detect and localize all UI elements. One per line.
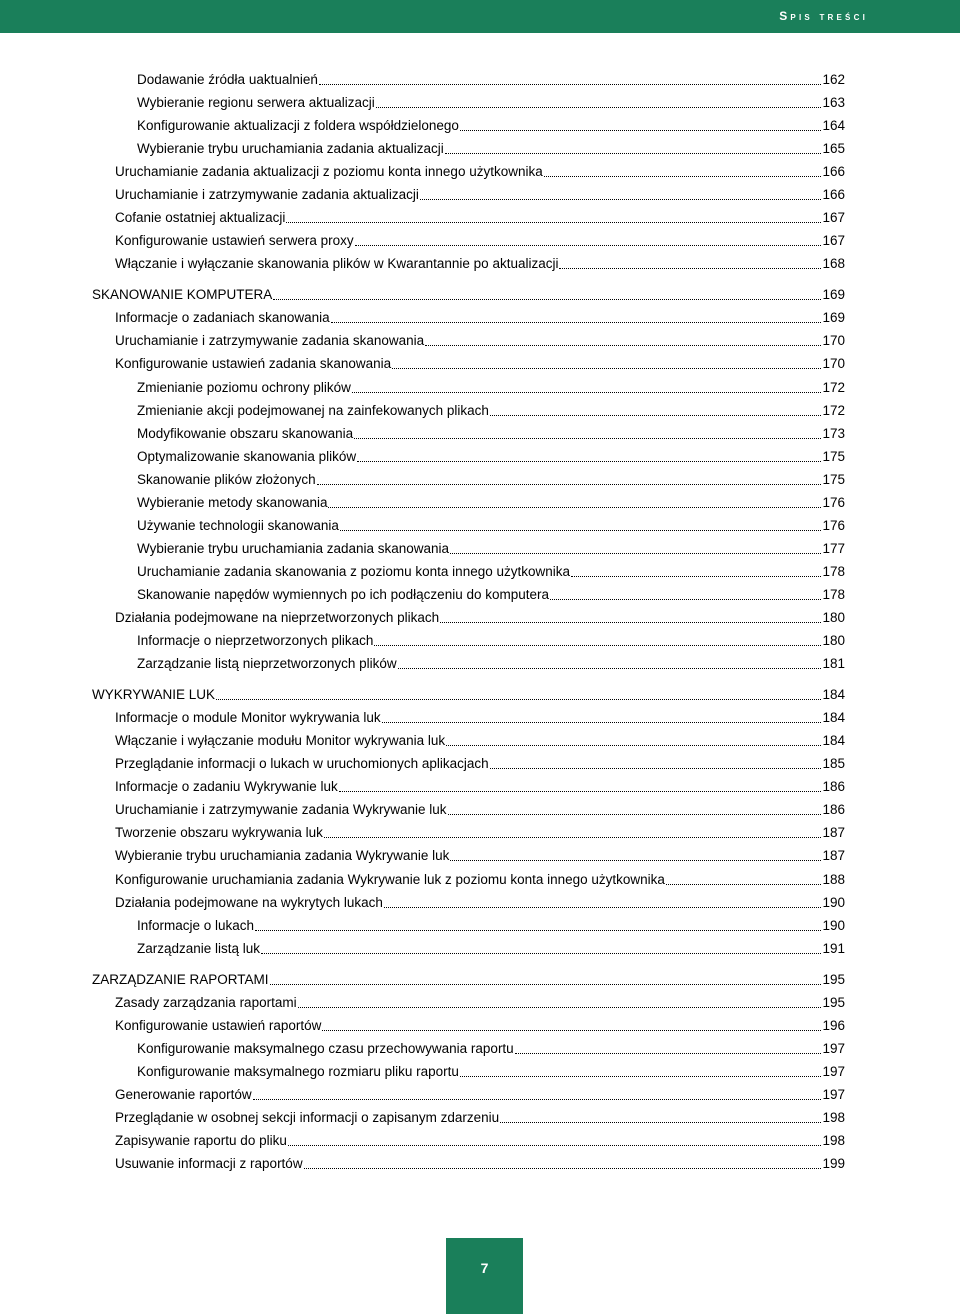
toc-entry-title: Uruchamianie i zatrzymywanie zadania Wykrywanie luk xyxy=(115,802,447,817)
toc-entry-title: Zarządzanie listą nieprzetworzonych plików xyxy=(137,656,397,671)
dot-leader xyxy=(384,906,822,908)
toc-entry-page: 162 xyxy=(822,72,845,87)
toc-entry[interactable] xyxy=(115,1014,845,1034)
toc-entry[interactable] xyxy=(115,1083,845,1103)
dot-leader xyxy=(357,460,821,462)
dot-leader xyxy=(446,744,821,746)
toc-entry-title: Wybieranie trybu uruchamiania zadania Wykrywanie luk xyxy=(115,848,450,863)
toc-entry-title: Konfigurowanie ustawień zadania skanowania xyxy=(115,356,392,371)
toc-entry[interactable] xyxy=(115,706,845,726)
toc-entry[interactable] xyxy=(115,891,845,911)
toc-entry-page: 188 xyxy=(822,872,845,887)
toc-entry-title: Działania podejmowane na wykrytych lukach xyxy=(115,895,383,910)
dot-leader xyxy=(339,790,822,792)
toc-entry-title: Informacje o zadaniu Wykrywanie luk xyxy=(115,779,338,794)
toc-entry[interactable] xyxy=(115,183,845,203)
toc-entry[interactable] xyxy=(115,991,845,1011)
dot-leader xyxy=(398,667,822,669)
toc-entry-title: Dodawanie źródła uaktualnień xyxy=(137,72,318,87)
toc-entry-page: 181 xyxy=(822,656,845,671)
toc-entry-page: 177 xyxy=(822,541,845,556)
toc-entry-page: 191 xyxy=(822,941,845,956)
page-number-box xyxy=(446,1238,523,1314)
toc-entry-title: SKANOWANIE KOMPUTERA xyxy=(92,287,273,302)
toc-entry[interactable] xyxy=(115,1152,845,1172)
toc-entry-title: Zasady zarządzania raportami xyxy=(115,995,297,1010)
toc-entry[interactable] xyxy=(115,752,845,772)
toc-entry-page: 176 xyxy=(822,495,845,510)
dot-leader xyxy=(273,298,821,300)
toc-entry-title: Zmienianie akcji podejmowanej na zainfekowanych plikach xyxy=(137,403,489,418)
toc-entry[interactable] xyxy=(137,1037,845,1057)
toc-entry-title: Konfigurowanie uruchamiania zadania Wykrywanie luk z poziomu konta innego użytkownika xyxy=(115,872,665,887)
toc-entry-title: Zapisywanie raportu do pliku xyxy=(115,1133,287,1148)
toc-entry-title: Tworzenie obszaru wykrywania luk xyxy=(115,825,323,840)
toc-entry[interactable] xyxy=(115,1129,845,1149)
dot-leader xyxy=(382,721,822,723)
toc-entry-title: Zarządzanie listą luk xyxy=(137,941,261,956)
toc-entry[interactable] xyxy=(115,1106,845,1126)
dot-leader xyxy=(490,414,822,416)
toc-entry[interactable] xyxy=(115,821,845,841)
toc-entry[interactable] xyxy=(137,583,845,603)
toc-entry-page: 169 xyxy=(822,287,845,302)
toc-entry[interactable] xyxy=(115,606,845,626)
toc-entry-title: Informacje o lukach xyxy=(137,918,255,933)
toc-entry-page: 199 xyxy=(822,1156,845,1171)
toc-entry-page: 165 xyxy=(822,141,845,156)
toc-entry-title: Konfigurowanie ustawień serwera proxy xyxy=(115,233,354,248)
toc-entry-title: ZARZĄDZANIE RAPORTAMI xyxy=(92,972,269,987)
toc-entry[interactable] xyxy=(137,468,845,488)
dot-leader xyxy=(425,344,821,346)
toc-entry-title: Informacje o zadaniach skanowania xyxy=(115,310,330,325)
toc-entry-title: Konfigurowanie maksymalnego czasu przechowywania raportu xyxy=(137,1041,514,1056)
toc-entry-page: 166 xyxy=(822,187,845,202)
toc-entry[interactable] xyxy=(137,1060,845,1080)
dot-leader xyxy=(450,552,821,554)
toc-entry[interactable] xyxy=(137,399,845,419)
toc-entry-title: Konfigurowanie maksymalnego rozmiaru pliku raportu xyxy=(137,1064,459,1079)
toc-entry-page: 170 xyxy=(822,333,845,348)
toc-entry[interactable] xyxy=(115,160,845,180)
toc-entry[interactable] xyxy=(115,306,845,326)
toc-entry-page: 195 xyxy=(822,972,845,987)
toc-entry-title: Cofanie ostatniej aktualizacji xyxy=(115,210,286,225)
toc-entry-page: 196 xyxy=(822,1018,845,1033)
toc-entry-page: 172 xyxy=(822,380,845,395)
toc-entry-title: Modyfikowanie obszaru skanowania xyxy=(137,426,354,441)
toc-entry[interactable] xyxy=(92,683,845,703)
toc-entry-page: 170 xyxy=(822,356,845,371)
toc-entry[interactable] xyxy=(137,137,845,157)
toc-entry-title: Działania podejmowane na nieprzetworzonych plikach xyxy=(115,610,440,625)
toc-entry[interactable] xyxy=(92,968,845,988)
toc-entry-title: Skanowanie napędów wymiennych po ich podłączeniu do komputera xyxy=(137,587,550,602)
dot-leader xyxy=(550,598,821,600)
toc-entry-title: Konfigurowanie ustawień raportów xyxy=(115,1018,322,1033)
toc-entry[interactable] xyxy=(92,283,845,303)
toc-entry-page: 175 xyxy=(822,472,845,487)
dot-leader xyxy=(420,198,822,200)
toc-entry[interactable] xyxy=(115,206,845,226)
toc-entry[interactable] xyxy=(137,445,845,465)
dot-leader xyxy=(322,1029,821,1031)
dot-leader xyxy=(255,929,821,931)
dot-leader xyxy=(355,244,822,246)
toc-entry[interactable] xyxy=(115,229,845,249)
dot-leader xyxy=(460,129,822,131)
toc-entry-page: 169 xyxy=(822,310,845,325)
dot-leader xyxy=(354,437,821,439)
toc-entry-page: 184 xyxy=(822,710,845,725)
toc-entry-page: 167 xyxy=(822,210,845,225)
dot-leader xyxy=(304,1167,822,1169)
dot-leader xyxy=(328,506,821,508)
dot-leader xyxy=(445,152,822,154)
dot-leader xyxy=(392,367,821,369)
dot-leader xyxy=(216,698,821,700)
dot-leader xyxy=(515,1052,822,1054)
toc-entry[interactable] xyxy=(137,114,845,134)
dot-leader xyxy=(324,836,822,838)
dot-leader xyxy=(286,221,821,223)
toc-entry-page: 173 xyxy=(822,426,845,441)
dot-leader xyxy=(253,1098,822,1100)
toc-entry-title: Uruchamianie i zatrzymywanie zadania aktualizacji xyxy=(115,187,419,202)
toc-entry-page: 186 xyxy=(822,779,845,794)
toc-entry[interactable] xyxy=(137,422,845,442)
dot-leader xyxy=(331,321,822,323)
toc-entry-page: 190 xyxy=(822,918,845,933)
dot-leader xyxy=(352,391,822,393)
dot-leader xyxy=(440,621,821,623)
toc-entry-title: WYKRYWANIE LUK xyxy=(92,687,216,702)
toc-entry-title: Wybieranie trybu uruchamiania zadania skanowania xyxy=(137,541,450,556)
toc-entry-page: 195 xyxy=(822,995,845,1010)
toc-entry[interactable] xyxy=(137,560,845,580)
toc-entry-title: Optymalizowanie skanowania plików xyxy=(137,449,357,464)
toc-entry-title: Generowanie raportów xyxy=(115,1087,252,1102)
toc-entry-page: 175 xyxy=(822,449,845,464)
dot-leader xyxy=(666,883,822,885)
toc-entry-page: 197 xyxy=(822,1087,845,1102)
toc-entry-page: 186 xyxy=(822,802,845,817)
dot-leader xyxy=(298,1006,822,1008)
dot-leader xyxy=(460,1075,822,1077)
toc-entry-page: 190 xyxy=(822,895,845,910)
toc-entry-page: 178 xyxy=(822,587,845,602)
toc-entry-page: 178 xyxy=(822,564,845,579)
toc-entry-title: Przeglądanie w osobnej sekcji informacji o zapisanym zdarzeniu xyxy=(115,1110,500,1125)
dot-leader xyxy=(490,767,822,769)
toc-entry[interactable] xyxy=(115,844,845,864)
toc-entry-title: Uruchamianie zadania aktualizacji z poziomu konta innego użytkownika xyxy=(115,164,543,179)
header-bar xyxy=(0,0,960,33)
toc-entry-title: Wybieranie regionu serwera aktualizacji xyxy=(137,95,375,110)
toc-entry-page: 164 xyxy=(822,118,845,133)
dot-leader xyxy=(559,267,821,269)
toc-entry[interactable] xyxy=(137,91,845,111)
toc-entry-page: 187 xyxy=(822,825,845,840)
toc-entry-page: 184 xyxy=(822,687,845,702)
dot-leader xyxy=(319,83,822,85)
toc-entry[interactable] xyxy=(115,352,845,372)
toc-entry[interactable] xyxy=(115,329,845,349)
toc-entry-page: 197 xyxy=(822,1064,845,1079)
dot-leader xyxy=(500,1121,821,1123)
toc-entry-page: 163 xyxy=(822,95,845,110)
dot-leader xyxy=(270,983,822,985)
toc-entry[interactable] xyxy=(115,868,845,888)
toc-entry-title: Używanie technologii skanowania xyxy=(137,518,339,533)
toc-entry-page: 167 xyxy=(822,233,845,248)
toc-entry-title: Wybieranie metody skanowania xyxy=(137,495,328,510)
toc-entry-title: Informacje o nieprzetworzonych plikach xyxy=(137,633,374,648)
toc-entry-page: 180 xyxy=(822,633,845,648)
toc-entry-title: Informacje o module Monitor wykrywania luk xyxy=(115,710,381,725)
toc-entry-title: Skanowanie plików złożonych xyxy=(137,472,316,487)
page-number: 7 xyxy=(480,1260,489,1276)
dot-leader xyxy=(261,952,821,954)
toc-entry-page: 185 xyxy=(822,756,845,771)
toc-entry[interactable] xyxy=(137,652,845,672)
toc-entry-page: 168 xyxy=(822,256,845,271)
dot-leader xyxy=(288,1144,822,1146)
toc-entry-title: Włączanie i wyłączanie skanowania plików w Kwarantannie po aktualizacji xyxy=(115,256,559,271)
toc-entry-title: Uruchamianie zadania skanowania z poziomu konta innego użytkownika xyxy=(137,564,571,579)
toc-entry[interactable] xyxy=(137,376,845,396)
toc-entry[interactable] xyxy=(115,252,845,272)
dot-leader xyxy=(317,483,822,485)
dot-leader xyxy=(544,175,822,177)
toc-entry-page: 198 xyxy=(822,1110,845,1125)
toc-entry[interactable] xyxy=(115,798,845,818)
toc-entry-page: 197 xyxy=(822,1041,845,1056)
dot-leader xyxy=(448,813,822,815)
dot-leader xyxy=(374,644,821,646)
toc-entry-page: 187 xyxy=(822,848,845,863)
toc-entry-title: Wybieranie trybu uruchamiania zadania aktualizacji xyxy=(137,141,444,156)
toc-entry-page: 166 xyxy=(822,164,845,179)
toc-entry-page: 172 xyxy=(822,403,845,418)
toc-entry-page: 180 xyxy=(822,610,845,625)
toc-entry[interactable] xyxy=(137,491,845,511)
toc-entry[interactable] xyxy=(137,937,845,957)
dot-leader xyxy=(450,859,821,861)
toc-entry-title: Włączanie i wyłączanie modułu Monitor wykrywania luk xyxy=(115,733,446,748)
toc-entry[interactable] xyxy=(115,775,845,795)
dot-leader xyxy=(376,106,822,108)
toc-entry[interactable] xyxy=(137,914,845,934)
toc-entry-page: 198 xyxy=(822,1133,845,1148)
toc-entry[interactable] xyxy=(137,537,845,557)
toc-entry-title: Przeglądanie informacji o lukach w uruchomionych aplikacjach xyxy=(115,756,489,771)
toc-entry[interactable] xyxy=(137,629,845,649)
dot-leader xyxy=(571,575,821,577)
header-title: Spis treści xyxy=(779,9,868,23)
toc-entry-title: Usuwanie informacji z raportów xyxy=(115,1156,303,1171)
toc-entry[interactable] xyxy=(137,68,845,88)
toc-entry-page: 184 xyxy=(822,733,845,748)
toc-entry[interactable] xyxy=(137,514,845,534)
toc-entry-title: Konfigurowanie aktualizacji z foldera współdzielonego xyxy=(137,118,459,133)
toc-entry[interactable] xyxy=(115,729,845,749)
toc-entry-page: 176 xyxy=(822,518,845,533)
toc-entry-title: Zmienianie poziomu ochrony plików xyxy=(137,380,351,395)
dot-leader xyxy=(340,529,822,531)
toc-entry-title: Uruchamianie i zatrzymywanie zadania skanowania xyxy=(115,333,425,348)
